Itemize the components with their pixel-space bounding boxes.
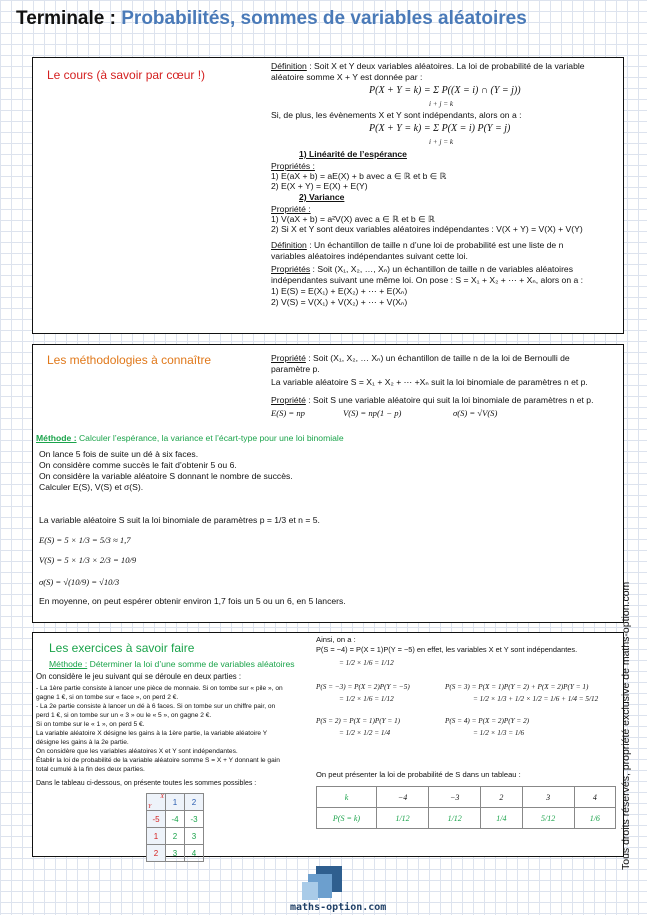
sum-table-header-row	[147, 794, 204, 811]
formula2-sub: i + j = k	[429, 138, 454, 146]
site-link[interactable]: maths-option.com	[290, 902, 387, 913]
var-p1: 1) V(aX + b) = a²V(X) avec a ∈ ℝ et b ∈ ℝ	[271, 214, 435, 224]
title-lead: Terminale :	[16, 8, 116, 29]
sum-table-row	[147, 811, 204, 828]
def1	[271, 61, 585, 71]
methodo-sol-end: En moyenne, on peut espérer obtenir environ 1,7 fois un 5 ou un 6, en 5 lancers.	[39, 596, 346, 606]
lin-p1: 1) E(aX + b) = aE(X) + b avec a ∈ ℝ et b ∈ ℝ	[271, 171, 447, 181]
law-k-label: k	[317, 787, 377, 808]
methodo-sol-e: E(S) = 5 × 1/3 = 5/3 ≈ 1,7	[39, 535, 131, 545]
ex-l11: total cumulé à la fin des deux parties.	[36, 766, 145, 773]
methodo-prop1	[271, 353, 570, 363]
cours-title: Le cours (à savoir par cœur !)	[47, 68, 206, 82]
cours-box	[32, 57, 624, 334]
exercices-method-text: Déterminer la loi d’une somme de variables aléatoires	[87, 659, 295, 669]
law-k-value: 3	[522, 787, 574, 808]
law-table-k-row	[317, 787, 616, 808]
def1-line2: aléatoire somme X + Y est donnée par :	[271, 72, 423, 82]
methodo-box	[32, 344, 624, 623]
sum-cell: -3	[185, 811, 204, 828]
var-p2: 2) Si X et Y sont deux variables aléatoires indépendantes : V(X + Y) = V(X) + V(Y)	[271, 224, 583, 234]
vs-formula: V(S) = np(1 − p)	[343, 408, 402, 418]
ex-l2: - La 1ère partie consiste à lancer une pièce de monnaie. Si on tombe sur « pile », on	[36, 685, 283, 692]
lin-p2: 2) E(X + Y) = E(X) + E(Y)	[271, 181, 368, 191]
res-r5a: P(S = 3) = P(X = 1)P(Y = 2) + P(X = 2)P(Y = 1)	[445, 683, 589, 691]
law-table	[316, 786, 616, 829]
res-r7a: P(S = 4) = P(X = 2)P(Y = 2)	[445, 717, 530, 725]
ex-l8: désigne les gains à la 2e partie.	[36, 739, 129, 746]
props2-label: Propriétés	[271, 264, 311, 274]
exercices-box	[32, 632, 624, 857]
res-r7b: = 1/2 × 1/3 = 1/6	[473, 729, 525, 737]
copyright-side-text: Tous droits réservés, propriété exclusive de maths-option.com	[620, 581, 632, 870]
methodo-prop1-text: : Soit (X₁, X₂, … Xₙ) un échantillon de taille n de la loi de Bernoulli de	[305, 353, 570, 363]
law-k-value: −3	[429, 787, 481, 808]
def2	[271, 240, 563, 250]
ex-l5: perd 1 €, si on tombe sur un « 3 » ou le « 5 », on gagne 2 €.	[36, 712, 212, 719]
methodo-prop2-text: : Soit S une variable aléatoire qui suit la loi binomiale de paramètres n et p.	[305, 395, 594, 405]
sum-cell: 3	[166, 845, 185, 862]
methodo-method	[36, 433, 344, 443]
ex-l10: Établir la loi de probabilité de la variable aléatoire somme S = X + Y donnant le gain	[36, 757, 280, 764]
sum-row-head: 2	[147, 845, 166, 862]
res-r3: = 1/2 × 1/6 = 1/12	[339, 659, 394, 667]
ex-l4: - La 2e partie consiste à lancer un dé à 6 faces. Si on tombe sur un chiffre pair, on	[36, 703, 276, 710]
lin-heading: 1) Linéarité de l’espérance	[299, 149, 407, 159]
law-p-value: 1/12	[429, 808, 481, 829]
sum-table-corner	[147, 794, 166, 811]
sum-corner-y: Y	[148, 804, 152, 810]
exercices-title: Les exercices à savoir faire	[49, 641, 195, 655]
exercices-method-label: Méthode :	[49, 659, 88, 669]
law-k-value: 4	[574, 787, 615, 808]
page-title	[16, 8, 527, 30]
sigma-formula: σ(S) = √V(S)	[453, 408, 498, 418]
methodo-sol-s: σ(S) = √(10/9) = √10/3	[39, 577, 120, 587]
methodo-prop1-line3: La variable aléatoire S = X₁ + X₂ + ⋯ +Xₙ suit la loi binomiale de paramètres n et p.	[271, 377, 588, 387]
law-p-value: 1/6	[574, 808, 615, 829]
methodo-ex2: On considère comme succès le fait d’obtenir 5 ou 6.	[39, 460, 237, 470]
law-k-value: 2	[481, 787, 522, 808]
law-p-value: 5/12	[522, 808, 574, 829]
ex-l1: On considère le jeu suivant qui se déroule en deux parties :	[36, 672, 242, 681]
lin-props-label: Propriétés :	[271, 161, 315, 171]
sum-table-row	[147, 828, 204, 845]
sum-corner-x: X	[160, 794, 164, 800]
methodo-ex1: On lance 5 fois de suite un dé à six faces.	[39, 449, 199, 459]
props2-line2: indépendantes suivant une même loi. On pose : S = X₁ + X₂ + ⋯ + Xₙ, alors on a :	[271, 275, 584, 285]
methodo-prop1-label: Propriété	[271, 353, 306, 363]
sum-cell: 2	[166, 828, 185, 845]
sum-col-1: 1	[166, 794, 185, 811]
def2-line2: variables aléatoires indépendantes suivant cette loi.	[271, 251, 468, 261]
sum-row-head: -5	[147, 811, 166, 828]
sum-cell: -4	[166, 811, 185, 828]
methodo-method-text: Calculer l’espérance, la variance et l’écart-type pour une loi binomiale	[76, 433, 344, 443]
sum-cell: 4	[185, 845, 204, 862]
sum-table-row	[147, 845, 204, 862]
methodo-ex3: On considère la variable aléatoire S donnant le nombre de succès.	[39, 471, 293, 481]
formula1: P(X + Y = k) = Σ P((X = i) ∩ (Y = j))	[369, 85, 521, 96]
ex-l3: gagne 1 €, si on tombe sur « face », on perd 2 €.	[36, 694, 179, 701]
law-p-label: P(S = k)	[317, 808, 377, 829]
props2-p1: 1) E(S) = E(X₁) + E(X₂) + ⋯ + E(Xₙ)	[271, 286, 408, 296]
var-heading: 2) Variance	[299, 192, 345, 202]
res-r4a: P(S = −3) = P(X = 2)P(Y = −5)	[316, 683, 410, 691]
ex-l6: Si on tombe sur le « 1 », on perd 5 €.	[36, 721, 145, 728]
def2-text: : Un échantillon de taille n d’une loi de probabilité est une liste de n	[306, 240, 564, 250]
props2-text: : Soit (X₁, X₂, …, Xₙ) un échantillon de taille n de variables aléatoires	[310, 264, 574, 274]
var-prop-label: Propriété :	[271, 204, 311, 214]
sum-table	[146, 793, 204, 862]
methodo-sol-v: V(S) = 5 × 1/3 × 2/3 = 10/9	[39, 555, 137, 565]
props2-p2: 2) V(S) = V(X₁) + V(X₂) + ⋯ + V(Xₙ)	[271, 297, 408, 307]
law-p-value: 1/12	[377, 808, 429, 829]
methodo-sol1: La variable aléatoire S suit la loi binomiale de paramètres p = 1/3 et n = 5.	[39, 515, 320, 525]
law-table-p-row	[317, 808, 616, 829]
res-r8: On peut présenter la loi de probabilité de S dans un tableau :	[316, 770, 521, 779]
res-r1: Ainsi, on a :	[316, 635, 356, 644]
def2-label: Définition	[271, 240, 307, 250]
methodo-prop1-line2: paramètre p.	[271, 364, 320, 374]
def1-label: Définition	[271, 61, 307, 71]
exercices-method	[49, 659, 295, 669]
es-formula: E(S) = np	[271, 408, 305, 418]
sum-col-2: 2	[185, 794, 204, 811]
indep-text: Si, de plus, les évènements X et Y sont indépendants, alors on a :	[271, 110, 522, 120]
res-r5b: = 1/2 × 1/3 + 1/2 × 1/2 = 1/6 + 1/4 = 5/12	[473, 695, 599, 703]
res-r2: P(S = −4) = P(X = 1)P(Y = −5) en effet, les variables X et Y sont indépendantes.	[316, 645, 578, 654]
def1-text: : Soit X et Y deux variables aléatoires. La loi de probabilité de la variable	[306, 61, 585, 71]
formula2: P(X + Y = k) = Σ P(X = i) P(Y = j)	[369, 123, 511, 134]
res-r6b: = 1/2 × 1/2 = 1/4	[339, 729, 391, 737]
ex-l12: Dans le tableau ci-dessous, on présente toutes les sommes possibles :	[36, 780, 257, 787]
law-p-value: 1/4	[481, 808, 522, 829]
res-r6a: P(S = 2) = P(X = 1)P(Y = 1)	[316, 717, 401, 725]
res-r4b: = 1/2 × 1/6 = 1/12	[339, 695, 394, 703]
ex-l7: La variable aléatoire X désigne les gains à la 1ère partie, la variable aléatoire Y	[36, 730, 268, 737]
formula1-sub: i + j = k	[429, 100, 454, 108]
methodo-prop2	[271, 395, 593, 405]
ex-l9: On considère que les variables aléatoires X et Y sont indépendantes.	[36, 748, 238, 755]
methodo-method-label: Méthode :	[36, 433, 77, 443]
sum-row-head: 1	[147, 828, 166, 845]
sum-cell: 3	[185, 828, 204, 845]
methodo-prop2-label: Propriété	[271, 395, 306, 405]
methodo-title: Les méthodologies à connaître	[47, 353, 212, 367]
law-k-value: −4	[377, 787, 429, 808]
props2	[271, 264, 573, 274]
methodo-ex4: Calculer E(S), V(S) et σ(S).	[39, 482, 144, 492]
title-topic: Probabilités, sommes de variables aléatoires	[121, 8, 527, 29]
logo-icon	[302, 866, 346, 902]
